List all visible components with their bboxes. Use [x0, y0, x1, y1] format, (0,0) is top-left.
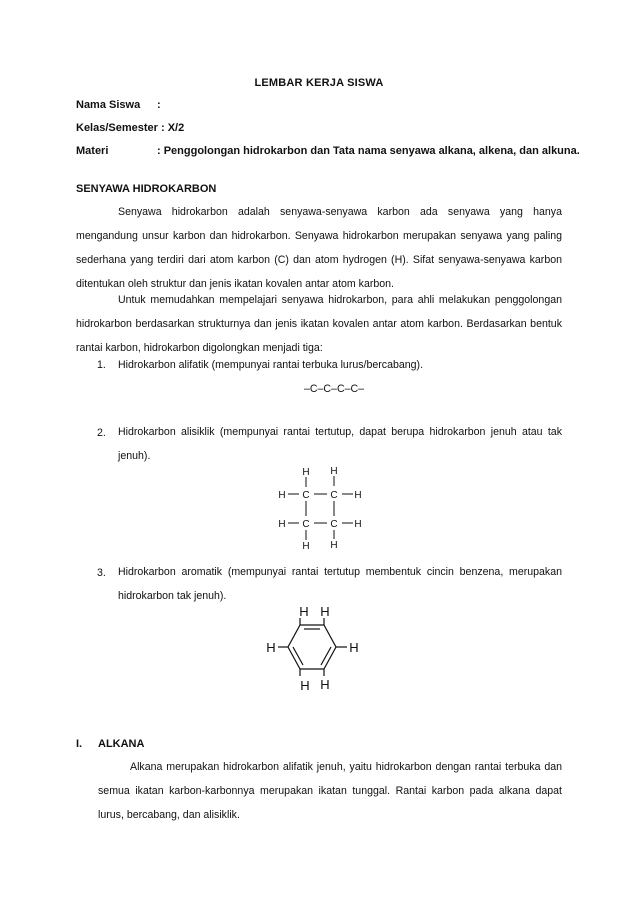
nama-siswa-label: Nama Siswa [76, 99, 141, 111]
chain-formula: –C–C–C–C– [303, 383, 365, 395]
atom-c: C [302, 519, 310, 530]
list-item-aliphatic: Hidrokarbon alifatik (mempunyai rantai terbuka lurus/bercabang). [118, 359, 424, 371]
atom-h: H [349, 640, 359, 655]
atom-h: H [302, 467, 310, 478]
paragraph-definition: Senyawa hidrokarbon adalah senyawa-senyawa karbon ada senyawa yang hanya mengandung unsur karbon dan hidrokarbon. Senyawa hidrokarbon merupakan senyawa yang paling sederhana yang terdiri dari atom karbon (C) dan atom hydrogen (H). Sifat senyawa-senyawa karbon ditentukan oleh struktur dan jenis ikatan kovalen antar atom karbon. [76, 206, 562, 290]
atom-h: H [330, 466, 338, 477]
atom-h: H [330, 540, 338, 551]
section-heading-alkana: ALKANA [98, 738, 145, 750]
list-number: 3. [97, 567, 106, 579]
atom-h: H [278, 490, 286, 501]
kelas-semester: Kelas/Semester : X/2 [76, 122, 185, 134]
list-number: 2. [97, 427, 106, 439]
atom-h: H [320, 677, 330, 692]
list-number: 1. [97, 359, 106, 371]
atom-c: C [330, 490, 338, 501]
atom-h: H [320, 604, 330, 619]
nama-siswa-colon: : [157, 99, 161, 111]
benzene-structure [262, 600, 372, 698]
atom-h: H [278, 519, 286, 530]
list-item-aromatic: Hidrokarbon aromatik (mempunyai rantai tertutup membentuk cincin benzena, merupakan hidrokarbon tak jenuh). [118, 566, 562, 602]
atom-c: C [302, 490, 310, 501]
atom-c: C [330, 519, 338, 530]
atom-h: H [300, 678, 310, 693]
atom-h: H [266, 640, 276, 655]
materi-value: : Penggolongan hidrokarbon dan Tata nama senyawa alkana, alkena, dan alkuna. [157, 145, 580, 157]
cyclobutane-structure [270, 460, 380, 555]
atom-h: H [299, 604, 309, 619]
list-item-alicyclic: Hidrokarbon alisiklik (mempunyai rantai tertutup, dapat berupa hidrokarbon jenuh atau tak jenuh). [118, 426, 562, 462]
atom-h: H [302, 541, 310, 552]
section-number: I. [76, 738, 83, 750]
section-heading-hidrokarbon: SENYAWA HIDROKARBON [76, 183, 217, 195]
page-title: LEMBAR KERJA SISWA [254, 77, 384, 89]
paragraph-classification: Untuk memudahkan mempelajari senyawa hidrokarbon, para ahli melakukan penggolongan hidrokarbon berdasarkan strukturnya dan jenis ikatan kovalen antar atom karbon. Berdasarkan bentuk rantai karbon, hidrokarbon digolongkan menjadi tiga: [76, 294, 562, 354]
atom-h: H [354, 519, 362, 530]
paragraph-alkana: Alkana merupakan hidrokarbon alifatik jenuh, yaitu hidrokarbon dengan rantai terbuka dan semua ikatan karbon-karbonnya merupakan ikatan tunggal. Rantai karbon pada alkana dapat lurus, bercabang, dan alisiklik. [98, 761, 562, 821]
atom-h: H [354, 490, 362, 501]
materi-label: Materi [76, 145, 109, 157]
